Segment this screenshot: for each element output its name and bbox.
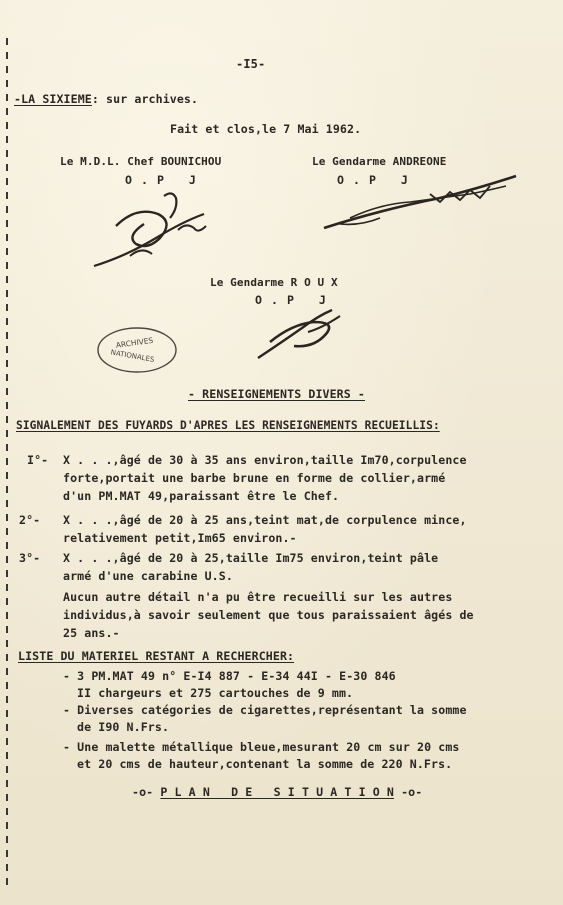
margin-tick (6, 850, 8, 857)
materiel-item-2-line-1: - Diverses catégories de cigarettes,représentant la somme (63, 703, 467, 717)
margin-tick (6, 500, 8, 507)
margin-tick (6, 794, 8, 801)
stamp-line-1: ARCHIVES (115, 335, 154, 350)
margin-tick (6, 164, 8, 171)
plan-left-mark: -o- (132, 785, 154, 799)
signature-andreone (320, 168, 520, 238)
section-heading (14, 92, 198, 106)
margin-tick (6, 122, 8, 129)
margin-tick (6, 654, 8, 661)
renseignements-heading (188, 387, 365, 401)
margin-tick (6, 66, 8, 73)
fugitive-1-line-3: d'un PM.MAT 49,paraissant être le Chef. (63, 489, 340, 503)
margin-tick (6, 360, 8, 367)
margin-tick (6, 332, 8, 339)
margin-tick (6, 486, 8, 493)
fugitive-2-line-1: X . . .,âgé de 20 à 25 ans,teint mat,de corpulence mince, (63, 513, 467, 527)
margin-tick (6, 878, 8, 885)
margin-tick (6, 836, 8, 843)
margin-tick (6, 38, 8, 45)
margin-tick (6, 570, 8, 577)
materiel-item-1-line-1: - 3 PM.MAT 49 n° E-I4 887 - E-34 44I - E-30 846 (63, 669, 396, 683)
margin-tick (6, 556, 8, 563)
section-heading-prefix: -LA SIXIEME (14, 92, 92, 106)
margin-tick (6, 444, 8, 451)
materiel-heading: LISTE DU MATERIEL RESTANT A RECHERCHER: (18, 649, 295, 663)
margin-tick (6, 458, 8, 465)
margin-tick (6, 374, 8, 381)
margin-tick (6, 234, 8, 241)
margin-tick (6, 738, 8, 745)
signatory-3-title: Le Gendarme R O U X (210, 276, 338, 289)
signatory-2-title: Le Gendarme ANDREONE (312, 155, 447, 168)
margin-tick (6, 192, 8, 199)
margin-tick (6, 472, 8, 479)
margin-tick (6, 346, 8, 353)
signatory-3-role: O.P J (255, 293, 335, 307)
fugitive-2-line-2: relativement petit,Im65 environ.- (63, 531, 297, 545)
margin-tick (6, 52, 8, 59)
note-line-1: Aucun autre détail n'a pu être recueilli sur les autres (63, 590, 453, 604)
materiel-item-2-line-2: de I90 N.Frs. (77, 720, 170, 734)
page-number: -I5- (236, 57, 266, 71)
margin-tick (6, 640, 8, 647)
margin-tick (6, 388, 8, 395)
margin-tick (6, 430, 8, 437)
margin-tick (6, 304, 8, 311)
margin-tick (6, 528, 8, 535)
margin-tick (6, 612, 8, 619)
margin-tick (6, 542, 8, 549)
closing-line: Fait et clos,le 7 Mai 1962. (170, 122, 362, 136)
margin-tick (6, 262, 8, 269)
margin-tick (6, 752, 8, 759)
margin-tick (6, 220, 8, 227)
materiel-item-3-line-2: et 20 cms de hauteur,contenant la somme de 220 N.Frs. (77, 757, 453, 771)
renseignements-heading-text: - RENSEIGNEMENTS DIVERS - (188, 387, 366, 401)
margin-tick (6, 766, 8, 773)
fugitive-1-line-1: X . . .,âgé de 30 à 35 ans environ,taille Im70,corpulence (63, 453, 467, 467)
signatory-1-title: Le M.D.L. Chef BOUNICHOU (60, 155, 222, 168)
margin-tick (6, 290, 8, 297)
margin-tick (6, 136, 8, 143)
margin-tick (6, 822, 8, 829)
margin-tick (6, 514, 8, 521)
margin-ticks (6, 38, 12, 898)
margin-tick (6, 668, 8, 675)
fugitive-3-line-1: X . . .,âgé de 20 à 25,taille Im75 environ,teint pâle (63, 551, 439, 565)
signatory-2-role: O.P J (337, 173, 417, 187)
signature-roux (252, 302, 348, 364)
plan-label: P L A N D E S I T U A T I O N (160, 785, 394, 799)
margin-tick (6, 318, 8, 325)
fugitive-2-number: 2°- (19, 513, 41, 527)
margin-tick (6, 276, 8, 283)
margin-tick (6, 710, 8, 717)
stamp-line-2: NATIONALES (110, 348, 155, 364)
signature-bounichou (86, 186, 216, 278)
margin-tick (6, 626, 8, 633)
section-heading-suffix: : sur archives. (91, 92, 199, 106)
archives-nationales-stamp (96, 326, 178, 374)
fugitive-3-line-2: armé d'une carabine U.S. (63, 569, 233, 583)
margin-tick (6, 178, 8, 185)
margin-tick (6, 416, 8, 423)
materiel-item-3-line-1: - Une malette métallique bleue,mesurant 20 cm sur 20 cms (63, 740, 460, 754)
fugitive-1-line-2: forte,portait une barbe brune en forme de collier,armé (63, 471, 446, 485)
margin-tick (6, 108, 8, 115)
plan-de-situation (132, 785, 422, 799)
margin-tick (6, 724, 8, 731)
margin-tick (6, 150, 8, 157)
fugitive-1-number: I°- (27, 453, 49, 467)
margin-tick (6, 402, 8, 409)
materiel-item-1-line-2: II chargeurs et 275 cartouches de 9 mm. (77, 686, 354, 700)
margin-tick (6, 94, 8, 101)
margin-tick (6, 808, 8, 815)
margin-tick (6, 696, 8, 703)
note-line-2: individus,à savoir seulement que tous paraissaient âgés de (63, 608, 474, 622)
margin-tick (6, 248, 8, 255)
margin-tick (6, 780, 8, 787)
note-line-3: 25 ans.- (63, 626, 120, 640)
plan-right-mark: -o- (401, 785, 423, 799)
signalement-heading: SIGNALEMENT DES FUYARDS D'APRES LES RENSEIGNEMENTS RECUEILLIS: (16, 419, 440, 432)
margin-tick (6, 584, 8, 591)
signatory-1-role: O.P J (125, 173, 205, 187)
margin-tick (6, 80, 8, 87)
margin-tick (6, 598, 8, 605)
margin-tick (6, 682, 8, 689)
margin-tick (6, 206, 8, 213)
fugitive-3-number: 3°- (19, 551, 41, 565)
margin-tick (6, 864, 8, 871)
